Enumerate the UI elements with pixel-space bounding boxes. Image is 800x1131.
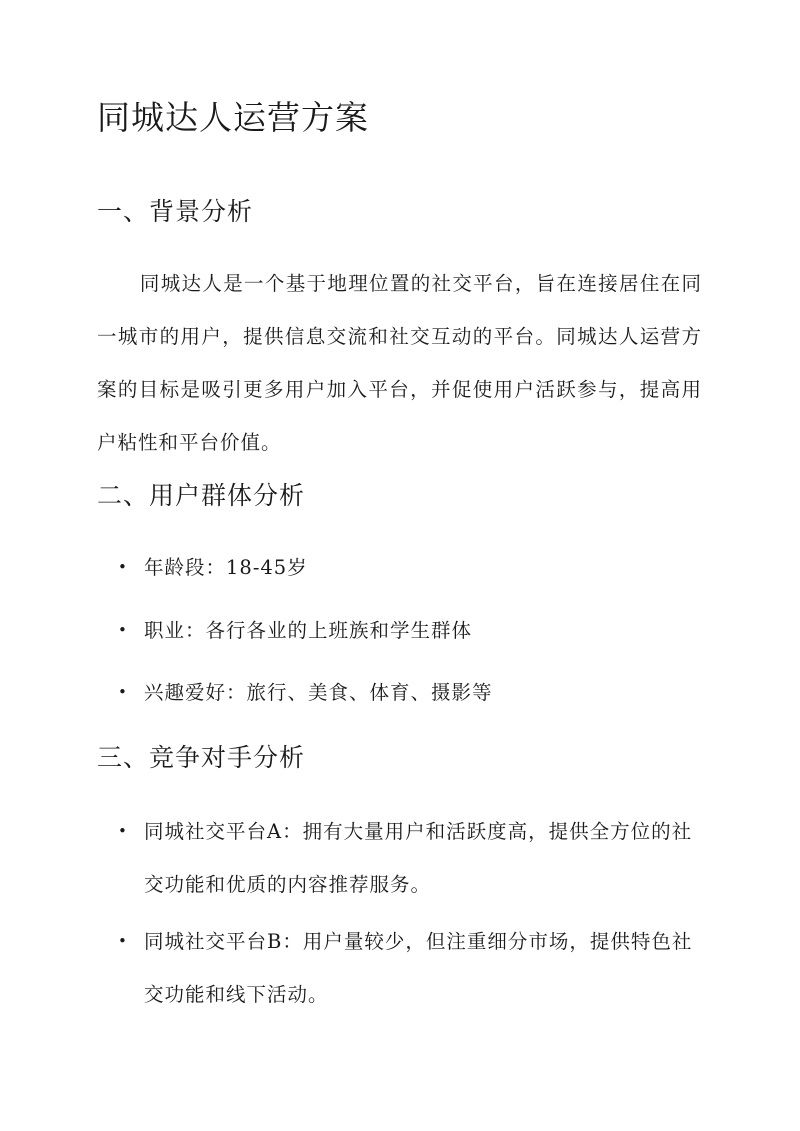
list-item [118,604,703,657]
section-heading-background: 一、背景分析 [97,197,254,226]
bullet-dot-icon: • [118,683,127,701]
list-item [118,805,703,911]
bullet-dot-icon: • [118,932,127,950]
list-item [118,915,703,1021]
list-item [118,541,703,594]
bullet-dot-icon: • [118,558,127,576]
list-item-text: 年龄段：18-45岁 [144,556,308,579]
list-item [118,666,703,719]
list-item-text: 同城社交平台B：用户量较少，但注重细分市场，提供特色社交功能和线下活动。 [144,930,693,1006]
bullet-dot-icon: • [118,621,127,639]
list-item-text: 同城社交平台A：拥有大量用户和活跃度高，提供全方位的社交功能和优质的内容推荐服务。 [144,820,693,896]
list-item-text: 职业：各行各业的上班族和学生群体 [144,619,473,642]
bullet-dot-icon: • [118,822,127,840]
section-heading-competitors: 三、竞争对手分析 [97,743,306,772]
section-heading-user-groups: 二、用户群体分析 [97,481,306,510]
list-item-text: 兴趣爱好：旅行、美食、体育、摄影等 [144,681,493,704]
background-paragraph: 同城达人是一个基于地理位置的社交平台，旨在连接居住在同一城市的用户，提供信息交流和社交互动的平台。同城达人运营方案的目标是吸引更多用户加入平台，并促使用户活跃参与，提高用户粘性和平台价值。 [97,272,702,454]
document-title: 同城达人运营方案 [97,98,369,137]
